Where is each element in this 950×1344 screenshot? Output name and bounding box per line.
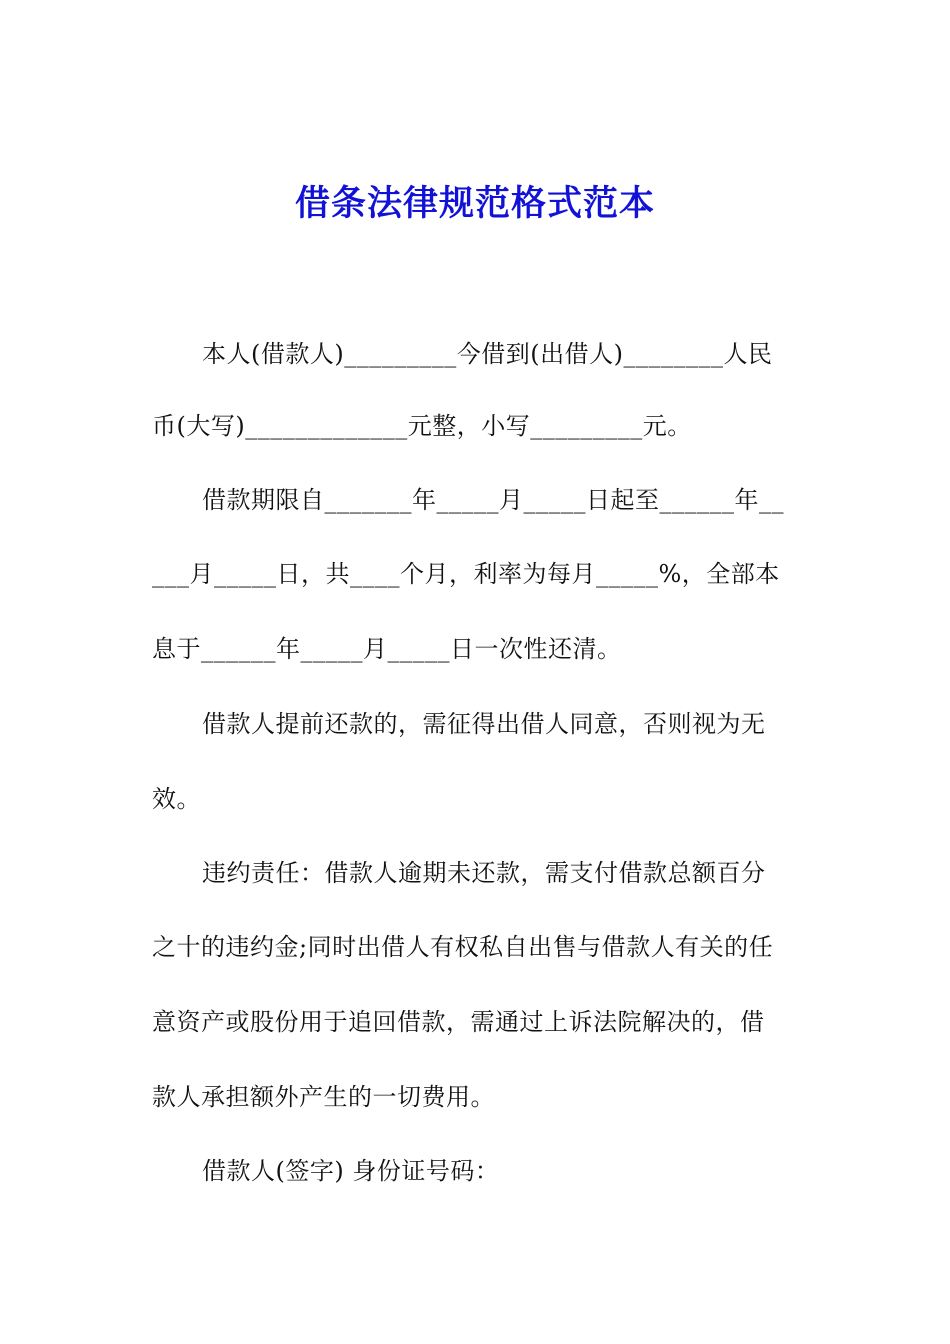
paragraph-4-line-3: 意资产或股份用于追回借款，需通过上诉法院解决的，借: [152, 1008, 765, 1036]
paragraph-4-line-2: 之十的违约金;同时出借人有权私自出售与借款人有关的任: [152, 933, 774, 961]
paragraph-1-line-2: 币(大写)_____________元整，小写_________元。: [152, 412, 692, 440]
paragraph-3-line-1: 借款人提前还款的，需征得出借人同意，否则视为无: [202, 710, 766, 738]
paragraph-2-line-2: ___月_____日，共____个月，利率为每月_____%，全部本: [152, 560, 780, 588]
document-title: 借条法律规范格式范本: [294, 184, 655, 224]
paragraph-4-line-4: 款人承担额外产生的一切费用。: [152, 1083, 495, 1111]
signature-line: 借款人(签字) 身份证号码：: [202, 1157, 500, 1185]
paragraph-1-line-1: 本人(借款人)_________今借到(出借人)________人民: [202, 340, 773, 368]
paragraph-4-line-1: 违约责任：借款人逾期未还款，需支付借款总额百分: [202, 859, 766, 887]
paragraph-3-line-2: 效。: [152, 785, 201, 813]
paragraph-2-line-1: 借款期限自_______年_____月_____日起至______年__: [202, 486, 784, 514]
paragraph-2-line-3: 息于______年_____月_____日一次性还清。: [152, 635, 622, 663]
